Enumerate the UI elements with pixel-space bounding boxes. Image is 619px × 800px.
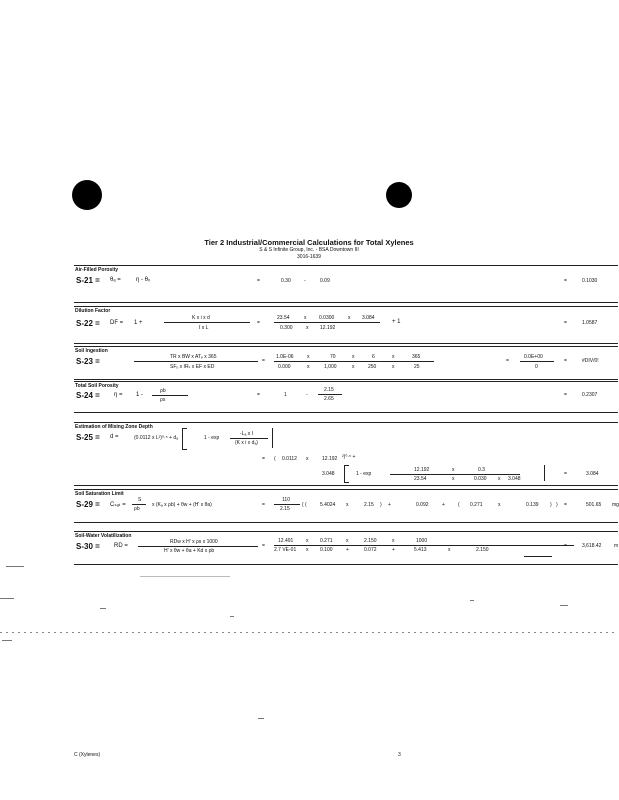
num-value-rdw: 12.491 [278,538,294,544]
fraction-denominator: 0 [535,364,538,370]
den-value-ir: 1,000 [324,364,337,370]
value-rho: 2.15 [280,506,290,512]
equation-formula: η - θᵥ [136,277,150,283]
formula-denominator: I x L [199,325,209,331]
formula-numerator: ρb [160,388,166,394]
value-plus: + [388,502,391,508]
num-value-h: 0.271 [320,538,333,544]
value-numerator: 2.15 [324,387,334,393]
equals-sign: = [257,392,260,398]
equation-symbol: d = [110,434,119,440]
formula-c-numerator: -Lₐ x I [240,431,253,437]
num-value-bw: 70 [330,354,336,360]
section-dilution-factor [74,306,618,344]
num-x: x [352,354,355,360]
equals-sign: = [564,502,567,508]
equals-sign: = [257,278,260,284]
row2-den-da: 3.048 [508,476,521,482]
num-value-days: 365 [412,354,421,360]
scan-artifact [0,598,14,599]
binder-hole-right [386,182,412,208]
equation-symbol: Cₛₐₜ = [110,502,126,508]
formula-numerator: TR x BW x ATₑ x 365 [170,354,217,360]
row2-den-x: x [452,476,455,482]
row1-exp: ²)⁰·⁵ + [342,454,356,460]
value-koc: 5.4024 [320,502,336,508]
fraction-bar [132,504,146,505]
scan-artifact [6,566,24,567]
num-value-k: 1000 [416,538,428,544]
equals-sign: = [506,358,509,364]
formula-frac-num: S [138,497,142,503]
section-title: Soil Ingestion [75,348,108,354]
den-plus: + [346,547,349,553]
row1-open: ( [274,456,276,462]
result-value: 1.0587 [582,320,598,326]
scan-artifact [2,640,12,641]
scan-artifact [230,616,234,617]
bracket-close [544,465,545,481]
num-value-i: 0.0300 [319,315,335,321]
section-title: Air-Filled Porosity [75,267,119,273]
section-title: Dilution Factor [75,308,111,314]
row2-num-l: 12.192 [414,467,430,473]
value-denominator: 2.65 [324,396,334,402]
fraction-bar [274,322,380,323]
value-close: ) [380,502,382,508]
equation-label: S-24 = [76,391,100,400]
den-x: x [352,364,355,370]
scan-artifact [470,600,474,601]
den-value-theta-w: 0.100 [320,547,333,553]
den-plus: + [392,547,395,553]
den-x: x [306,325,309,331]
den-value-kd: 5.413 [414,547,427,553]
fraction-bar [138,546,258,547]
section-air-filled-porosity [74,265,618,303]
page-number: 3 [398,752,401,758]
section-mixing-zone-depth [74,422,618,486]
equals-sign: = [564,471,567,477]
scan-artifact [140,576,230,577]
num-x: x [346,538,349,544]
row2-den-k: 23.54 [414,476,427,482]
section-title: Estimation of Mixing Zone Depth [75,424,153,430]
formula-denominator: SFₒ x IRₛ x EF x ED [170,364,215,370]
fraction-bar [152,395,188,396]
value-open: ( [458,502,460,508]
formula-one-minus: 1 - [136,392,144,398]
equals-sign: = [564,320,567,326]
num-value-rho: 2.150 [364,538,377,544]
plus-one: + 1 [392,319,401,325]
fraction-bar [520,361,554,362]
fraction-bar [274,361,434,362]
equation-label: S-29 = [76,500,100,509]
equals-sign: = [257,320,260,326]
den-value-ed: 25 [414,364,420,370]
equals-sign: = [262,502,265,508]
formula-numerator: K x i x d [192,315,210,321]
row2-exp: 1 - exp [356,471,372,477]
den-x: x [307,364,310,370]
value-minus: - [306,392,308,398]
den-x: x [306,547,309,553]
equals-sign: = [564,543,567,549]
underline [524,556,552,557]
equation-label: S-30 = [76,542,100,551]
num-x: x [392,354,395,360]
value-close: ) [550,502,552,508]
equals-sign: = [262,456,265,462]
result-unit: mg [612,502,619,508]
scan-artifact [100,608,106,609]
den-value-ef: 250 [368,364,377,370]
num-value-d: 3.084 [362,315,375,321]
row1-x: x [306,456,309,462]
result-value: #DIV/0! [582,358,599,364]
fraction-bar [134,361,258,362]
section-total-soil-porosity [74,381,618,413]
num-x: x [392,538,395,544]
equation-label: S-22 = [76,319,100,328]
section-soil-water-volatilization [74,531,618,565]
value-minus: - [304,278,306,284]
row2-den-i: 0.030 [474,476,487,482]
formula-denominator: ρs [160,397,166,403]
fraction-bar [318,394,342,395]
equals-sign: = [564,358,567,364]
equation-symbol: η = [114,392,123,398]
formula-c-denominator: (K x i x dₐ) [235,440,258,446]
scan-artifact-line [0,632,618,633]
page-title: Tier 2 Industrial/Commercial Calculations for Total Xylenes [204,238,414,247]
row2-num-x: x [452,467,455,473]
equation-symbol: θₐ = [110,277,121,283]
den-value-u: 0.300 [280,325,293,331]
num-value-tr: 1.0E-06 [276,354,294,360]
bracket [344,465,349,483]
num-x: x [307,354,310,360]
fraction-bar [274,545,574,546]
value-one: 1 [284,392,287,398]
den-value-h: 2.7 VE-01 [274,547,297,553]
equals-sign: = [564,392,567,398]
result-unit: m [614,543,619,549]
formula-rest: x (Kₐ x ρb) + θw + (H' x θa) [152,502,212,508]
fraction-bar [274,504,300,505]
formula-frac-den: ρb [134,506,140,512]
formula-one-plus: 1 + [134,320,143,326]
value-theta-a: 0.139 [526,502,539,508]
num-value-k: 23.54 [277,315,290,321]
den-x: x [392,364,395,370]
value-rho-b: 2.15 [364,502,374,508]
company-subtitle: S & S Infinite Group, Inc. - BSA Downtown III [259,247,359,253]
footer-file-label: C (Xylenes) [74,752,101,758]
result-value: 0.1030 [582,278,598,284]
section-title: Soil-Water Volatilization [75,533,132,539]
value-theta-w: 0.092 [416,502,429,508]
equals-sign: = [564,278,567,284]
equation-label: S-21 = [76,276,100,285]
fraction-bar [230,438,268,439]
result-value: 0.2307 [582,392,598,398]
result-value: 3.084 [586,471,599,477]
formula-denominator: H' x θw + θa + Kd x ρb [164,548,215,554]
equation-symbol: DF = [110,320,124,326]
value-plus: + [442,502,445,508]
binder-hole-left [72,180,102,210]
value-x: x [346,502,349,508]
scan-artifact [258,718,264,719]
value-eta: 0.30 [281,278,291,284]
value-h: 0.271 [470,502,483,508]
num-value-at: 6 [372,354,375,360]
value-close: ) [556,502,558,508]
row2-da: 3.048 [322,471,335,477]
den-value-rho: 2.150 [476,547,489,553]
equals-sign: = [262,543,265,549]
equation-symbol: RD = [114,543,128,549]
den-x: x [448,547,451,553]
value-open: ( ( [302,502,307,508]
num-x: x [348,315,351,321]
section-title: Total Soil Porosity [75,383,119,389]
row1-coef: 0.0112 [282,456,297,462]
fraction-bar [390,474,520,475]
value-theta-w: 0.09 [320,278,330,284]
section-soil-ingestion [74,346,618,380]
result-value: 3,618.42 [582,543,602,549]
num-x: x [304,315,307,321]
value-s: 110 [282,497,290,503]
project-number: 3016-1639 [297,254,321,260]
formula-part-b: 1 - exp [204,435,220,441]
value-x: x [498,502,501,508]
result-value: 501.65 [586,502,602,508]
scan-artifact [560,605,568,606]
bracket [182,428,187,450]
num-x: x [306,538,309,544]
row2-den-x2: x [498,476,501,482]
den-value-l: 12.192 [320,325,336,331]
row1-l: 12.192 [322,456,338,462]
den-value-theta-a: 0.072 [364,547,377,553]
fraction-numerator: 0.0E+00 [524,354,543,360]
equals-sign: = [262,358,265,364]
equation-label: S-25 = [76,433,100,442]
section-title: Soil Saturation Limit [75,491,124,497]
den-value-sf: 0.000 [278,364,291,370]
equation-label: S-23 = [76,357,100,366]
section-soil-saturation-limit [74,489,618,523]
formula-numerator: RDw x H' x ρs x 1000 [170,539,218,545]
fraction-bar [164,322,250,323]
bracket-close [272,428,273,448]
formula-part-a: (0.0112 x L²)⁰·⁵ + dₐ [134,435,179,441]
row2-num-i: 0.3 [478,467,485,473]
